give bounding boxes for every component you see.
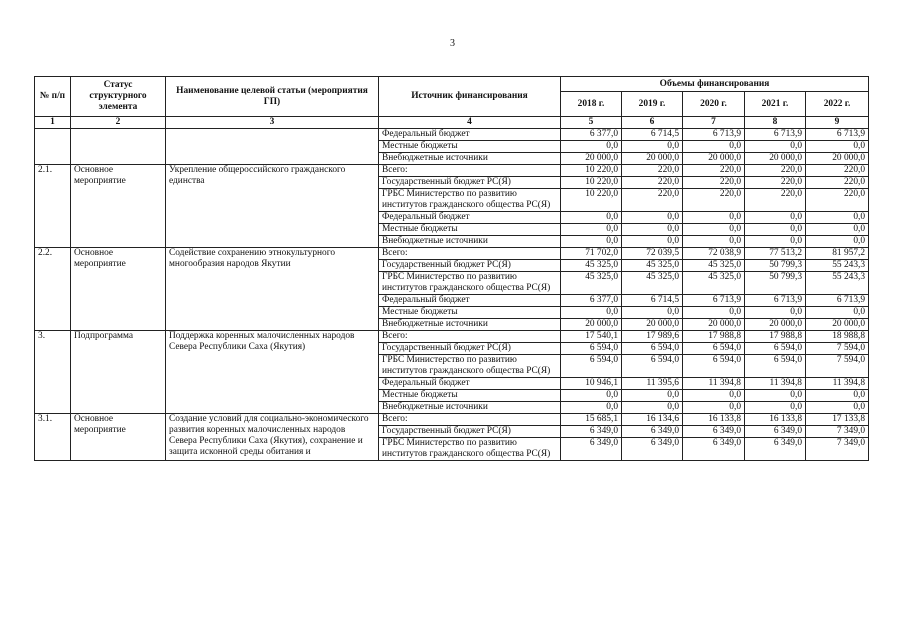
funding-value: 6 349,0	[745, 438, 806, 461]
funding-source: Федеральный бюджет	[379, 295, 561, 307]
funding-value: 11 394,8	[806, 378, 869, 390]
table-row	[35, 129, 869, 141]
funding-value: 0,0	[745, 212, 806, 224]
funding-value: 6 713,9	[806, 295, 869, 307]
column-number: 2	[71, 117, 166, 129]
funding-value: 50 799,3	[745, 272, 806, 295]
funding-value: 11 395,6	[622, 378, 683, 390]
funding-value: 0,0	[806, 236, 869, 248]
funding-source: Федеральный бюджет	[379, 212, 561, 224]
funding-value: 71 702,0	[561, 248, 622, 260]
funding-value: 0,0	[745, 402, 806, 414]
funding-value: 6 349,0	[561, 426, 622, 438]
funding-value: 7 349,0	[806, 426, 869, 438]
item-number: 2.2.	[35, 248, 71, 331]
funding-value: 0,0	[806, 402, 869, 414]
funding-value: 6 713,9	[745, 295, 806, 307]
table-row	[35, 331, 869, 343]
funding-value: 0,0	[622, 307, 683, 319]
funding-source: Местные бюджеты	[379, 141, 561, 153]
funding-source: Государственный бюджет РС(Я)	[379, 260, 561, 272]
item-name: Содействие сохранению этнокультурного многообразия народов Якутии	[166, 248, 379, 331]
funding-value: 0,0	[683, 307, 745, 319]
funding-value: 0,0	[622, 141, 683, 153]
funding-value: 45 325,0	[622, 260, 683, 272]
funding-value: 6 349,0	[561, 438, 622, 461]
funding-value: 10 220,0	[561, 177, 622, 189]
column-number: 6	[622, 117, 683, 129]
funding-source: Местные бюджеты	[379, 307, 561, 319]
funding-value: 220,0	[683, 165, 745, 177]
funding-value: 6 594,0	[561, 355, 622, 378]
funding-value: 0,0	[806, 224, 869, 236]
funding-value: 0,0	[806, 141, 869, 153]
funding-value: 6 594,0	[683, 343, 745, 355]
funding-value: 45 325,0	[683, 272, 745, 295]
funding-value: 6 713,9	[683, 295, 745, 307]
funding-value: 0,0	[683, 212, 745, 224]
funding-value: 6 594,0	[561, 343, 622, 355]
funding-source: Государственный бюджет РС(Я)	[379, 177, 561, 189]
column-number: 1	[35, 117, 71, 129]
funding-value: 220,0	[622, 165, 683, 177]
funding-value: 0,0	[745, 236, 806, 248]
header-status: Статус структурного элемента	[71, 77, 166, 117]
funding-value: 6 349,0	[683, 426, 745, 438]
funding-value: 0,0	[561, 212, 622, 224]
funding-source: Внебюджетные источники	[379, 402, 561, 414]
header-year: 2018 г.	[561, 92, 622, 117]
funding-value: 20 000,0	[745, 319, 806, 331]
funding-value: 0,0	[622, 402, 683, 414]
funding-value: 6 594,0	[622, 355, 683, 378]
funding-value: 6 594,0	[745, 343, 806, 355]
funding-value: 6 349,0	[622, 438, 683, 461]
funding-source: Внебюджетные источники	[379, 153, 561, 165]
item-status: Основное мероприятие	[71, 165, 166, 248]
funding-value: 6 714,5	[622, 129, 683, 141]
funding-value: 6 713,9	[683, 129, 745, 141]
funding-value: 6 714,5	[622, 295, 683, 307]
funding-value: 220,0	[683, 189, 745, 212]
funding-value: 45 325,0	[561, 272, 622, 295]
funding-source: Федеральный бюджет	[379, 129, 561, 141]
funding-value: 11 394,8	[745, 378, 806, 390]
item-status: Основное мероприятие	[71, 414, 166, 461]
funding-value: 6 594,0	[622, 343, 683, 355]
funding-value: 220,0	[745, 165, 806, 177]
funding-source: ГРБС Министерство по развитию институтов гражданского общества РС(Я)	[379, 355, 561, 378]
funding-value: 0,0	[745, 141, 806, 153]
funding-value: 7 594,0	[806, 355, 869, 378]
funding-value: 220,0	[745, 177, 806, 189]
funding-value: 0,0	[561, 141, 622, 153]
funding-value: 16 134,6	[622, 414, 683, 426]
funding-value: 220,0	[806, 177, 869, 189]
funding-value: 0,0	[745, 307, 806, 319]
funding-value: 6 349,0	[622, 426, 683, 438]
funding-value: 20 000,0	[806, 153, 869, 165]
funding-value: 0,0	[806, 307, 869, 319]
funding-value: 55 243,3	[806, 272, 869, 295]
funding-source: Местные бюджеты	[379, 390, 561, 402]
table-row	[35, 414, 869, 426]
funding-value: 0,0	[561, 307, 622, 319]
funding-value: 50 799,3	[745, 260, 806, 272]
funding-value: 7 349,0	[806, 438, 869, 461]
funding-source: Местные бюджеты	[379, 224, 561, 236]
funding-value: 0,0	[561, 390, 622, 402]
funding-value: 45 325,0	[561, 260, 622, 272]
funding-value: 0,0	[745, 390, 806, 402]
funding-value: 10 220,0	[561, 189, 622, 212]
item-name: Создание условий для социально-экономического развития коренных малочисленных народов Севера Республики Саха (Якутия), сохранение и защита исконной среды обитания и	[166, 414, 379, 461]
funding-value: 20 000,0	[683, 153, 745, 165]
header-num: № п/п	[35, 77, 71, 117]
funding-value: 45 325,0	[683, 260, 745, 272]
funding-source: Внебюджетные источники	[379, 319, 561, 331]
funding-value: 17 133,8	[806, 414, 869, 426]
funding-value: 6 377,0	[561, 295, 622, 307]
column-number: 8	[745, 117, 806, 129]
funding-value: 0,0	[561, 236, 622, 248]
header-year: 2019 г.	[622, 92, 683, 117]
item-name: Укрепление общероссийского гражданского единства	[166, 165, 379, 248]
funding-value: 10 946,1	[561, 378, 622, 390]
funding-value: 220,0	[806, 189, 869, 212]
funding-value: 55 243,3	[806, 260, 869, 272]
funding-value: 16 133,8	[683, 414, 745, 426]
table-row	[35, 248, 869, 260]
funding-value: 6 713,9	[745, 129, 806, 141]
funding-value: 77 513,2	[745, 248, 806, 260]
funding-value: 10 220,0	[561, 165, 622, 177]
item-number: 3.	[35, 331, 71, 414]
funding-value: 18 988,8	[806, 331, 869, 343]
table-body	[35, 129, 869, 461]
funding-value: 220,0	[622, 177, 683, 189]
column-number: 4	[379, 117, 561, 129]
header-volumes: Объемы финансирования	[561, 77, 869, 92]
funding-value: 16 133,8	[745, 414, 806, 426]
funding-source: Государственный бюджет РС(Я)	[379, 426, 561, 438]
funding-value: 6 349,0	[745, 426, 806, 438]
funding-value: 0,0	[622, 212, 683, 224]
funding-value: 20 000,0	[561, 319, 622, 331]
funding-value: 11 394,8	[683, 378, 745, 390]
funding-source: Всего:	[379, 331, 561, 343]
funding-value: 20 000,0	[561, 153, 622, 165]
funding-value: 6 594,0	[683, 355, 745, 378]
funding-value: 220,0	[683, 177, 745, 189]
funding-value: 0,0	[561, 402, 622, 414]
funding-value: 0,0	[683, 224, 745, 236]
funding-source: ГРБС Министерство по развитию институтов гражданского общества РС(Я)	[379, 272, 561, 295]
funding-value: 0,0	[683, 141, 745, 153]
funding-source: Всего:	[379, 414, 561, 426]
funding-value: 20 000,0	[622, 319, 683, 331]
funding-value: 0,0	[683, 402, 745, 414]
funding-source: Всего:	[379, 165, 561, 177]
funding-source: Федеральный бюджет	[379, 378, 561, 390]
funding-source: Внебюджетные источники	[379, 236, 561, 248]
item-number: 2.1.	[35, 165, 71, 248]
funding-value: 0,0	[806, 212, 869, 224]
funding-value: 17 989,6	[622, 331, 683, 343]
funding-value: 72 039,5	[622, 248, 683, 260]
item-number	[35, 129, 71, 165]
item-status	[71, 129, 166, 165]
header-source: Источник финансирования	[379, 77, 561, 117]
funding-value: 6 713,9	[806, 129, 869, 141]
funding-value: 7 594,0	[806, 343, 869, 355]
funding-value: 0,0	[806, 390, 869, 402]
funding-value: 6 594,0	[745, 355, 806, 378]
funding-value: 20 000,0	[622, 153, 683, 165]
funding-value: 15 685,1	[561, 414, 622, 426]
funding-value: 45 325,0	[622, 272, 683, 295]
item-name: Поддержка коренных малочисленных народов Севера Республики Саха (Якутия)	[166, 331, 379, 414]
table-row	[35, 165, 869, 177]
funding-value: 220,0	[745, 189, 806, 212]
item-status: Подпрограмма	[71, 331, 166, 414]
header-year: 2022 г.	[806, 92, 869, 117]
item-number: 3.1.	[35, 414, 71, 461]
financing-table	[34, 76, 869, 461]
funding-value: 20 000,0	[683, 319, 745, 331]
funding-value: 0,0	[683, 236, 745, 248]
item-status: Основное мероприятие	[71, 248, 166, 331]
funding-value: 220,0	[806, 165, 869, 177]
page-number: 3	[450, 38, 455, 49]
funding-value: 17 988,8	[683, 331, 745, 343]
funding-value: 72 038,9	[683, 248, 745, 260]
funding-value: 20 000,0	[745, 153, 806, 165]
funding-source: Государственный бюджет РС(Я)	[379, 343, 561, 355]
header-year: 2021 г.	[745, 92, 806, 117]
funding-value: 0,0	[683, 390, 745, 402]
funding-value: 17 988,8	[745, 331, 806, 343]
funding-value: 220,0	[622, 189, 683, 212]
funding-source: ГРБС Министерство по развитию институтов гражданского общества РС(Я)	[379, 438, 561, 461]
column-number: 9	[806, 117, 869, 129]
header-year: 2020 г.	[683, 92, 745, 117]
funding-source: ГРБС Министерство по развитию институтов гражданского общества РС(Я)	[379, 189, 561, 212]
funding-value: 6 349,0	[683, 438, 745, 461]
funding-value: 0,0	[561, 224, 622, 236]
column-number: 7	[683, 117, 745, 129]
funding-value: 0,0	[745, 224, 806, 236]
funding-value: 20 000,0	[806, 319, 869, 331]
funding-value: 0,0	[622, 236, 683, 248]
funding-value: 81 957,2	[806, 248, 869, 260]
funding-value: 0,0	[622, 224, 683, 236]
column-number: 5	[561, 117, 622, 129]
funding-value: 17 540,1	[561, 331, 622, 343]
funding-value: 6 377,0	[561, 129, 622, 141]
header-name: Наименование целевой статьи (мероприятия ГП)	[166, 77, 379, 117]
funding-value: 0,0	[622, 390, 683, 402]
column-number: 3	[166, 117, 379, 129]
item-name	[166, 129, 379, 165]
funding-source: Всего:	[379, 248, 561, 260]
